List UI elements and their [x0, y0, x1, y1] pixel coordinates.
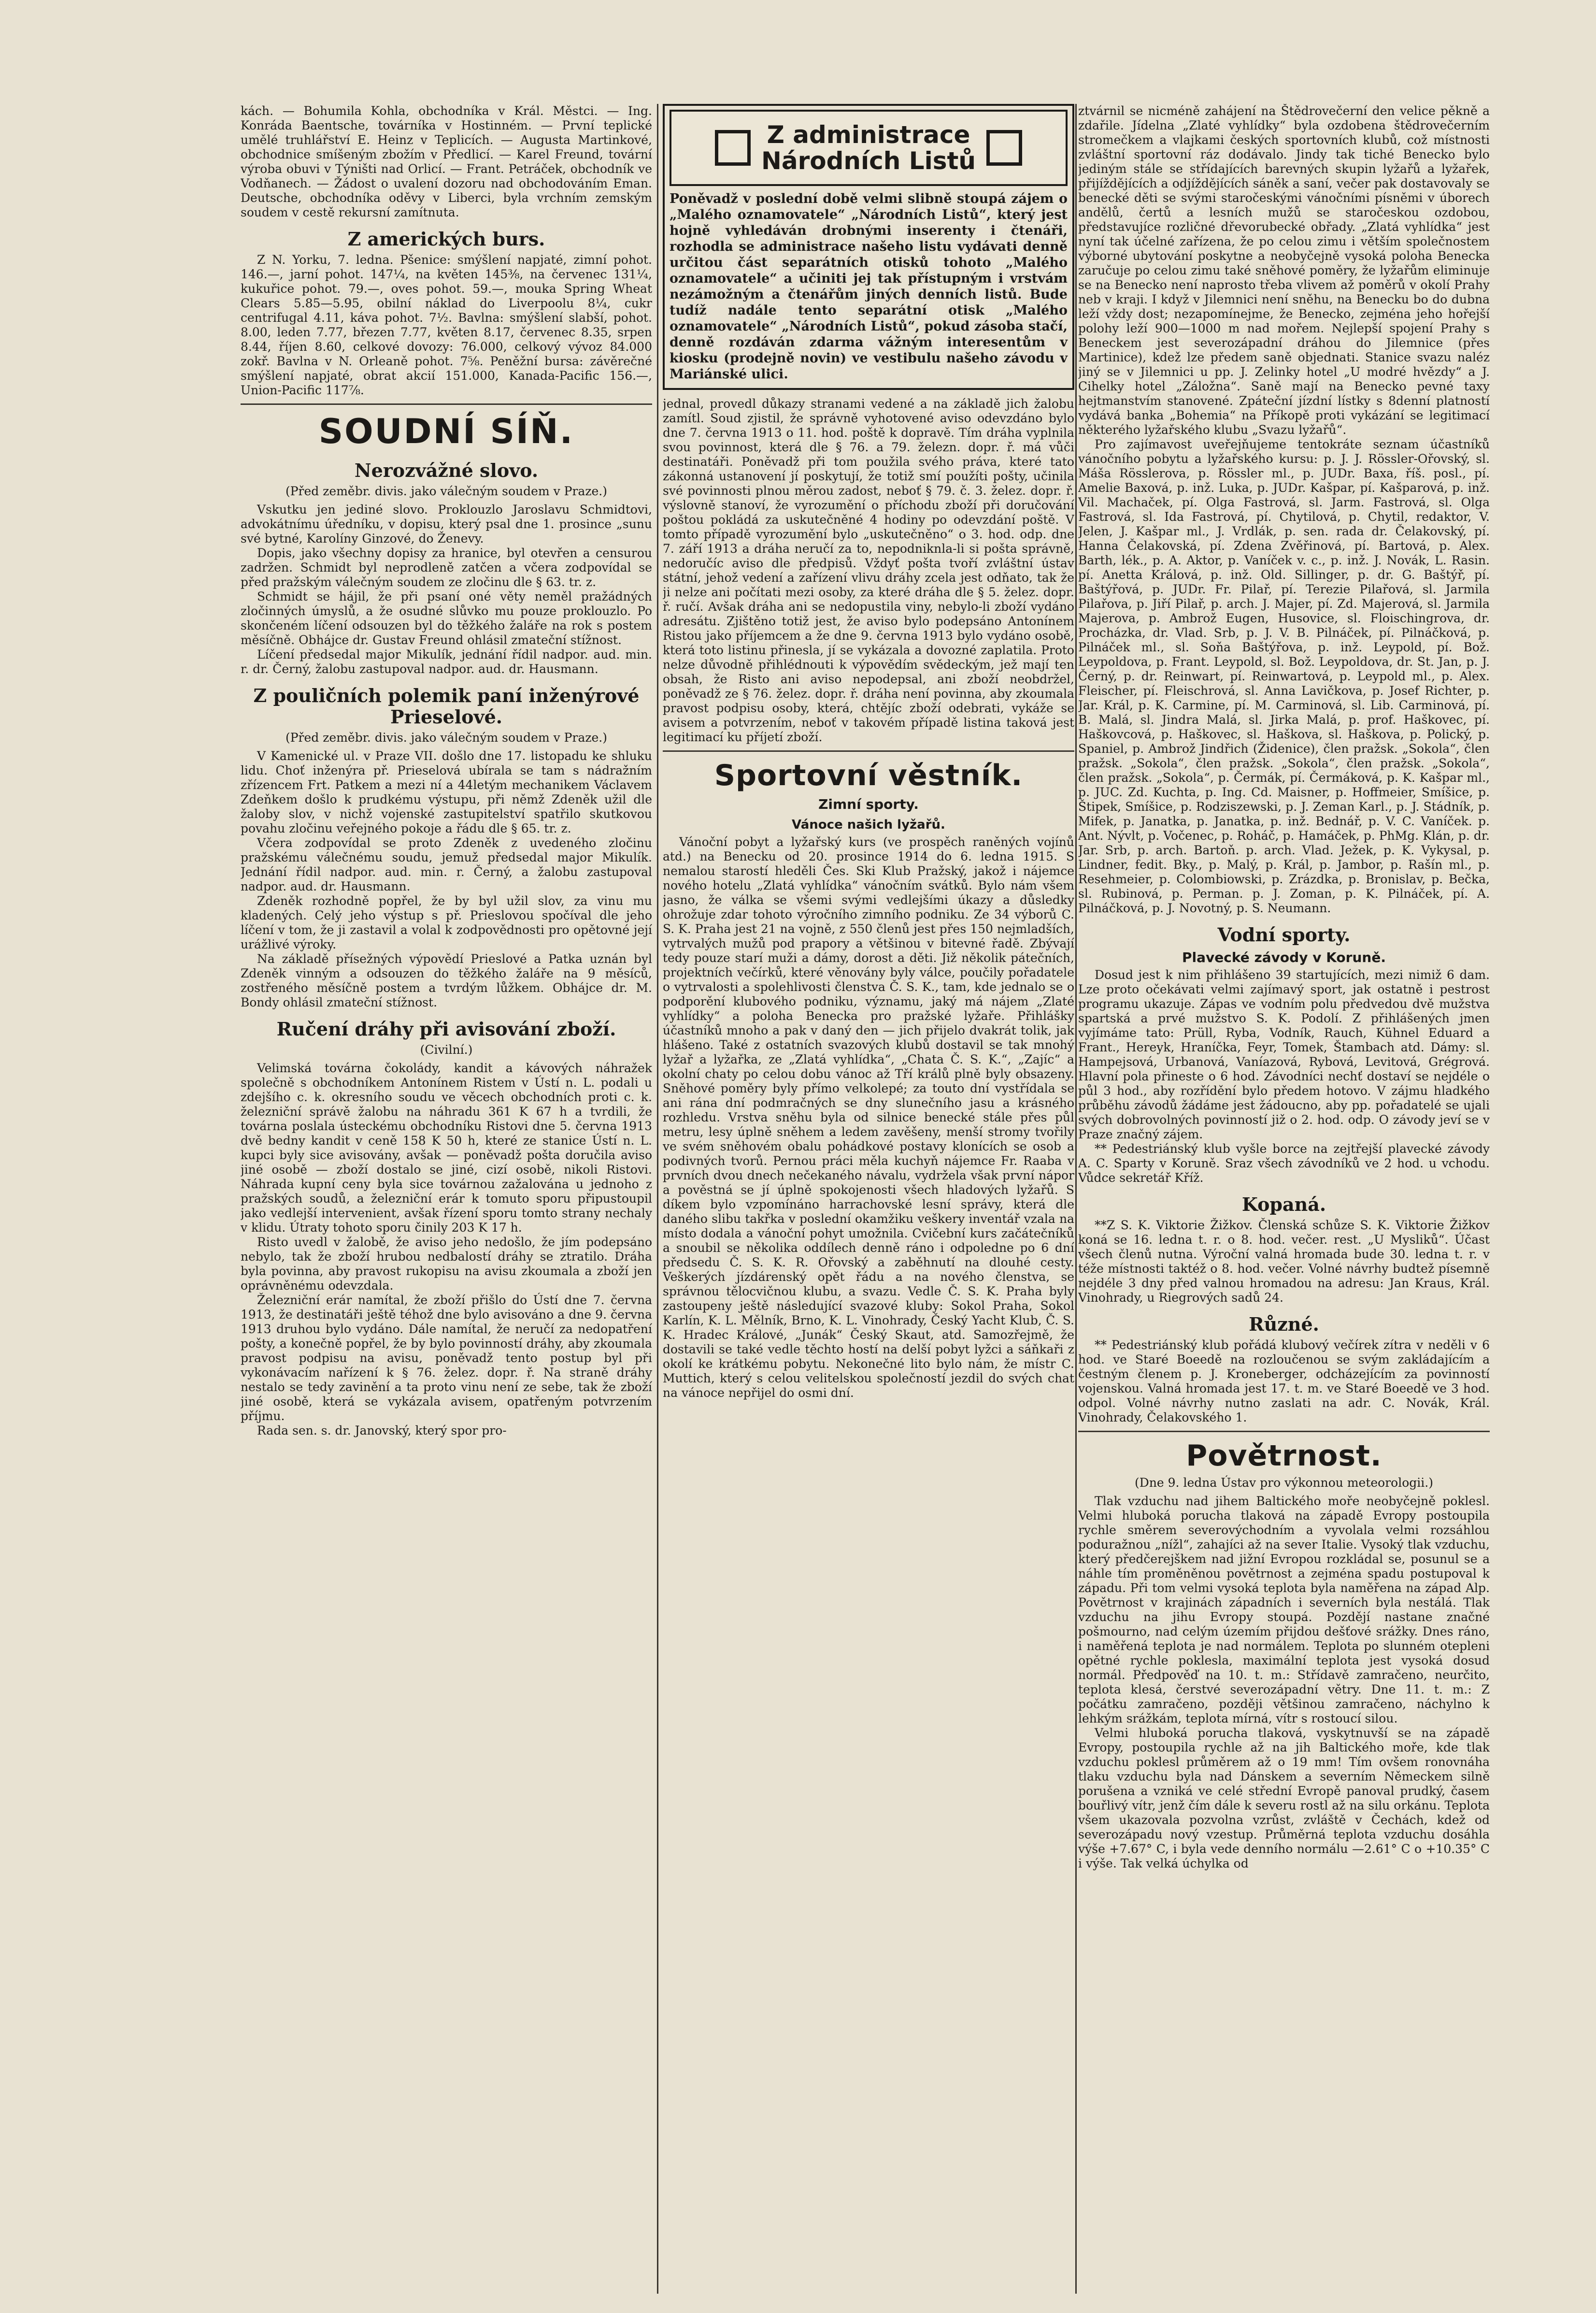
- article-paragraph: V Kamenické ul. v Praze VII. došlo dne 17. listopadu ke shluku lidu. Choť inženýra př. Prieselová ubírala se tam s nádražním zřízencem Frt. Patkem a mezi ní a 44letým mechanikem Václavem Zdeňkem došlo k prudkému výstupu, při němž Zdeněk užil dle žaloby slov, v nichž vojenské zastupitelství spatřilo skutkovou povahu zločinu veřejného pokoje a řádu dle § 65. tr. z.: [241, 749, 652, 835]
- administration-title-line: Z administrace: [767, 121, 970, 149]
- article-heading: Plavecké závody v Koruně.: [1182, 949, 1386, 965]
- article-paragraph: Na základě přísežných výpovědí Prieslové a Patka uznán byl Zdeněk vinným a odsouzen do těžkého žaláře na 9 měsíců, zostřeného měsíčně postem a tvrdým lůžkem. Obhájce dr. M. Bondy ohlásil zmateční stížnost.: [241, 952, 652, 1009]
- article-paragraph: Rada sen. s. dr. Janovský, který spor pro-: [257, 1423, 507, 1437]
- article-paragraph: Risto uvedl v žalobě, že aviso jeho nedošlo, že jím podepsáno nebylo, tak že zboží hrubou nedbalostí dráhy se ztratilo. Dráha byla povinna, aby pravost rukopisu na avisu zkoumala a zboží jen oprávněnému odevzdala.: [241, 1235, 652, 1293]
- sport-section-heading: Sportovní věstník.: [714, 759, 1023, 792]
- article-source: (Před zeměbr. divis. jako válečným soudem v Praze.): [285, 484, 608, 498]
- article-paragraph: Velmi hluboká porucha tlaková, vyskytnuvší se na západě Evropy, postoupila rychle až na jih Baltického moře, kde tlak vzduchu poklesl průměrem až o 19 mm! Tím ovšem ronovnáha tlaku vzduchu byla nad Dánskem a severním Německem silně porušena a vzniká ve celé střední Evropě panoval prudký, časem bouřlivý vítr, jenž čím dále k severu rostl až na silu orkánu. Teplota všem ukazovala pozvolna vzrůst, zvláště v Čechách, kdež od severozápadu nový vzestup. Průměrná teplota vzduchu dosáhla výše +7.67° C, i byla vede denního normálu —2.61° C o +10.35° C i výše. Tak velká úchylka od: [1078, 1726, 1490, 1870]
- administration-header: [670, 110, 1068, 186]
- column-left: [241, 104, 652, 2294]
- article-paragraph: ** Pedestriánský klub pořádá klubový večírek zítra v neděli v 6 hod. ve Staré Boeedě na rozloučenou se svým zakládajícím a čestným členem p. J. Kroneberger, odcházejícím za povinností vojenskou. Valná hromada jest 17. t. m. ve Staré Boeedě ve 3 hod. odpol. Volné návrhy nutno zaslati na adr. C. Novák, Král. Vinohrady, Čelakovského 1.: [1078, 1338, 1490, 1424]
- article-source: (Civilní.): [420, 1043, 473, 1057]
- article-source: (Před zeměbr. divis. jako válečným soudem v Praze.): [285, 731, 608, 745]
- article-paragraph: Vskutku jen jediné slovo. Proklouzlo Jaroslavu Schmidtovi, advokátnímu úředníku, v dopisu, který psal dne 1. prosince „sunu své bytné, Karolíny Ginzové, do Ženevy.: [241, 503, 652, 546]
- article-heading: Nerozvážné slovo.: [354, 460, 539, 481]
- article-paragraph: ** Pedestriánský klub vyšle borce na zejtřejší plavecké závody A. C. Sparty v Koruně. Sraz všech závodníků ve 2 hod. u vchodu. Vůdce sekretář Kříž.: [1078, 1142, 1490, 1185]
- section-divider: [241, 403, 652, 405]
- american-bourse-heading: Z amerických burs.: [347, 228, 545, 250]
- article-paragraph: Schmidt se hájil, že při psaní oné věty neměl pražádných zločinných úmyslů, a že osudné slůvko mu pouze proklouzlo. Po skončeném líčení odsouzen byl do těžkého žaláře na rok s postem měsíčně. Obhájce dr. Gustav Freund ohlásil zmateční stížnost.: [241, 589, 652, 647]
- article-paragraph: ztvárnil se nicméně zahájení na Štědrovečerní den velice pěkně a zdařile. Jídelna „Zlaté vyhlídky“ byla ozdobena štědrovečerním stromečkem a vlajkami českých sportovních klubů, což místnosti zvláštní sportovní ráz dodávalo. Jindy tak tiché Benecko bylo jediným stále se střídajících barevných skupin lyžařů a lyžařek, přijíždějících a odjíždějících sáněk a saní, večer pak dostavovaly se benecké děti se svými staročeskými vánočními písněmi v úborech andělů, čertů a lesních mužů se staročeskou ozdobou, představujíce rozličné dřevorubecké obřady. „Zlatá vyhlídka“ jest nyní tak účelné zařízena, že po celou zimu i větším společnostem výborné ubytování poskytne a neobyčejně vysoká poloha Benecka zaručuje po celou zimu také sněhové poměry, že lyžařům eliminuje se na Benecko není naprosto třeba vlivem až poměrů v okolí Prahy neb v kraji. I když v Jilemnici není sněhu, na Benecku bo do dubna leží vždy dost; nezapomínejme, že Benecko, zejména jeho hořejší polohy leží 900—1000 m nad mořem. Nejlepší spojení Prahy s Beneckem jest severozápadní dráhou do Jilemnice (přes Martinice), kdež lze předem saně objednati. Stanice svazu naléz jiný se v Jilemnici u pp. J. Zelinky hotel „U modré hvězdy“ a J. Cihelky hotel „Záložna“. Saně mají na Benecko pevné taxy hejtmanstvím stanovené. Zpáteční jízdní lístky s 8denní platností vydává banka „Bohemia“ na Příkopě proti vykázání se legitimací některého lyžařského klubu „Svazu lyžařů“.: [1078, 104, 1490, 437]
- participants-list: Pro zajímavost uveřejňujeme tentokráte seznam účastníků vánočního pobytu a lyžařského kursu: p. J. J. Rössler-Ořovský, sl. Máša Rösslerova, p. Rössler ml., p. JUDr. Baxa, říš. posl., pí. Amelie Baxová, p. inž. Luka, p. JUDr. Kašpar, pí. Kašparová, p. inž. Vil. Machaček, pí. Olga Fastrová, sl. Jarm. Fastrová, sl. Olga Fastrová, sl. Ida Fastrová, pí. Chytilová, p. Chytil, redaktor, V. Jelen, J. Kašpar ml., J. Vrdlák, p. sen. rada dr. Čelakovský, pí. Hanna Čelakovská, pí. Zdena Zvěřinová, pí. Bartová, p. Alex. Barth, lék., p. A. Aktor, p. Vaníček v. c., p. inž. J. Novák, L. Rasin. pí. Anetta Králová, p. inž. Old. Sillinger, p. dr. G. Baštýř, pí. Baštýřová, p. JUDr. Fr. Pilař, pí. Terezie Pilařová, sl. Jarmila Pilařova, p. Jiří Pilař, p. arch. J. Majer, pí. Zd. Majerová, sl. Jarmila Majerova, p. Ambrož Eugen, Husovice, sl. Floischingrova, dr. Procházka, dr. Vlad. Srb, p. J. V. B. Pilnáček, pí. Pilnáčková, p. Pilnáček ml., sl. Soňa Baštýřova, p. inž. Leypold, pí. Bož. Leypoldova, p. Frant. Leypold, sl. Bož. Leypoldova, dr. St. Jan, p. J. Černý, p. dr. Reinwart, pí. Reinwartová, p. Leypold ml., p. Alex. Fleischer, pí. Fleischrová, sl. Anna Lavičkova, p. Josef Richter, p. Jar. Král, p. K. Carmine, pí. M. Carminová, sl. Lib. Carminová, pí. B. Malá, sl. Jindra Malá, sl. Jirka Malá, p. prof. Haškovec, pí. Haškovcová, p. Haškovec, sl. Haškova, sl. Haškova, p. Polický, p. Spaniel, p. Ambrož Jindřich (Židenice), člen pražsk. „Sokola“, člen pražsk. „Sokola“, člen pražsk. „Sokola“, člen pražsk. „Sokola“, člen pražsk. „Sokola“, p. Čermák, pí. Čermáková, p. K. Kašpar ml., p. JUC. Zd. Kuchta, p. Ing. Cd. Maisner, p. Hoffmeier, Smíšice, p. Štipek, Smíšice, p. Rodziszewski, p. J. Zeman Karl., p. J. Stádník, p. Mifek, p. Janatka, p. Janatka, p. inž. Bednář, p. V. C. Vaníček. p. Ant. Nývlt, p. Vočenec, p. Roháč, p. Hamáček, p. PhMg. Klán, p. dr. Jar. Srb, p. arch. Bartoň. p. arch. Vlad. Ježek, p. K. Vykysal, p. Lindner, fedit. Bky., p. Malý, p. Král, p. Jambor, p. Rašín ml., p. Resehmeier, p. Colombiowski, p. Zrázdka, p. Bronislav, p. Bečka, sl. Rubinová, p. Perman. p. J. Zoman, p. K. Pilnáček, pí. A. Pilnáčková, p. J. Novotný, p. S. Neumann.: [1078, 437, 1490, 915]
- article-paragraph: Tlak vzduchu nad jihem Baltického moře neobyčejně poklesl. Velmi hluboká porucha tlaková na západě Evropy postoupila rychle směrem severovýchodním a vyvolala velmi rozsáhlou poduražnou „nížl“, zahajíci až na sever Italie. Vysoký tlak vzduchu, který předčerejškem nad jižní Evropou rozkládal se, posunul se a náhle tím proměněnou povětrnost a zejména spadu postupoval k západu. Při tom velmi vysoká teplota byla naměřena na západ Alp. Povětrnost v krajinách západních i severních byla nestálá. Tlak vzduchu na jihu Evropy stoupá. Pozdějí nastane značné pošmourno, nad celým územím přijdou dešťové srážky. Dnes ráno, i naměřená teplota je nad normálem. Teplota po slunném otepleni opětné rychle poklesla, maximální teplota jest vysoká dosud normál. Předpověď na 10. t. m.: Střídavě zamračeno, neurčito, teplota klesá, čerstvé severozápadní větry. Dne 11. t. m.: Z počátku zamračeno, později většinou zamračeno, náchylno k lehkým srážkám, teplota mírná, vítr s rostoucí silou.: [1078, 1494, 1490, 1725]
- article-source: (Dne 9. ledna Ústav pro výkonnou meteorologii.): [1135, 1476, 1433, 1490]
- decorative-square-icon: [986, 130, 1022, 166]
- american-bourse-text: Z N. Yorku, 7. ledna. Pšenice: smýšlení napjaté, zimní pohot. 146.—, jarní pohot. 147¼, na květen 145⅜, na červenec 131¼, kukuřice pohot. 79.—, oves pohot. 59.—, mouka Spring Wheat Clears 5.85—5.95, obilní náklad do Liverpoolu 8¼, cukr centrifugal 4.11, káva pohot. 7½. Bavlna: smýšlení slabší, pohot. 8.00, leden 7.77, březen 7.77, květen 8.17, červenec 8.35, srpen 8.44, říjen 8.60, celkové dovozy: 76.000, celkový vývoz 84.000 zokř. Bavlna v N. Orleaně pohot. 7⅝. Peněžní bursa: závěrečné smýšlení napjaté, obrat akcií 151.000, Kanada-Pacific 156.—, Union-Pacific 117⅞.: [241, 253, 652, 397]
- article-paragraph: Včera zodpovídal se proto Zdeněk z uvedeného zločinu pražskému válečnému soudu, jemuž předsedal major Mikulík. Jednání řídil nadpor. aud. min. r. Černý, a žalobu zastupoval nadpor. aud. dr. Hausmann.: [241, 836, 652, 893]
- article-paragraph: Dopis, jako všechny dopisy za hranice, byl otevřen a censurou zadržen. Schmidt byl neprodleně zatčen a včera zodpovídal se před pražským válečným soudem ze zločinu dle § 63. tr. z.: [241, 546, 652, 589]
- article-paragraph: Dosud jest k nim přihlášeno 39 startujících, mezi nimiž 6 dam. Lze proto očekávati velmi zajímavý sport, jak ostatně i pestrost programu ukazuje. Zápas ve vodním polu předvedou dvě mužstva spartská a prvé mužstvo S. K. Podolí. Z přihlášených jmen vyjímáme tato: Prüll, Ryba, Vodník, Rauch, Kühnel Eduard a Frant., Hereyk, Hraníčka, Feyr, Tomek, Štambach atd. Dámy: sl. Hampejsová, Urbanová, Vaníazová, Rybová, Levitová, Grégrová. Hlavní pola přineste o 6 hod. Závodníci nechť dostaví se nejdéle o půl 3 hod., aby rozřídění bylo předem hotovo. V zájmu hladkého průběhu závodů žádáme jest žádoucno, aby pp. pořadatelé se ujali svých dobrovolných povinností již o 2. hod. odp. O závody jeví se v Praze značný zájem.: [1078, 968, 1490, 1141]
- article-heading: Z pouličních polemik paní inženýrové Prieselové.: [253, 685, 640, 728]
- article-paragraph: Líčení předsedal major Mikulík, jednání řídil nadpor. aud. min. r. dr. Černý, žalobu zastupoval nadpor. aud. dr. Hausmann.: [241, 647, 652, 676]
- decorative-square-icon: [715, 130, 751, 166]
- column-divider: [1075, 104, 1077, 2294]
- article-paragraph: Železniční erár namítal, že zboží přišlo do Ústí dne 7. června 1913, že destinatáři ještě téhož dne bylo avisováno a dne 9. června 1913 druhou bylo vydáno. Dále namítal, že neručí za nedopatření pošty, a konečně popřel, že by bylo povinností dráhy, aby zkoumala pravost podpisu na avisu, poněvadž tento postup byl při vykonávacím nařízení k § 76. želez. dopr. ř. Na straně dráhy nestalo se tedy zavinění a ta proto vinu není ze sebe, tak že zboží jiné osobě, která se vykázala avisem, opatřeným potvrzením příjmu.: [241, 1293, 652, 1423]
- section-divider: [663, 750, 1074, 752]
- article-paragraph: **Z S. K. Viktorie Žižkov. Členská schůze S. K. Viktorie Žižkov koná se 16. ledna t. r. o 8. hod. večer. rest. „U Mysliků“. Účast všech členů nutna. Výroční valná hromada bude 30. ledna t. r. v téže místnosti taktéž o 8. hod. večer. Volné návrhy budtež písemně nejdéle 3 dny před valnou hromadou na adresu: Jan Kraus, Král. Vinohrady, u Riegrových sadů 24.: [1078, 1218, 1490, 1305]
- article-paragraph: Zdeněk rozhodně popřel, že by byl užil slov, za vinu mu kladených. Celý jeho výstup s př. Prieslovou spočíval dle jeho líčení v tom, že ji zastavil a volal k zodpovědnosti pro opětovné její urážlivé výroky.: [241, 894, 652, 951]
- subsection-heading: Různé.: [1249, 1313, 1319, 1335]
- section-divider: [1078, 1431, 1490, 1432]
- article-heading: Vánoce našich lyžařů.: [792, 818, 945, 832]
- court-section-heading: SOUDNÍ SÍŇ.: [318, 412, 574, 451]
- subsection-heading: Zimní sporty.: [818, 796, 919, 812]
- subsection-heading: Kopaná.: [1241, 1193, 1326, 1215]
- court-list-text: kách. — Bohumila Kohla, obchodníka v Král. Městci. — Ing. Konráda Baentsche, továrníka v Hostinném. — První teplické umělé truhlářství E. Heinz v Teplicích. — Augusta Martinkové, obchodnice smíšeným zbožím v Předlicí. — Karel Freund, tovární výroba obuvi v Týništi nad Orlicí. — Frant. Petráček, obchodník ve Vodňanech. — Žádost o uvalení dozoru nad obchodováním Eman. Deutsche, obchodníka oděvy v Liberci, byla vrchním zemským soudem v cestě rekursní zamítnuta.: [241, 104, 652, 219]
- article-paragraph: Vánoční pobyt a lyžařský kurs (ve prospěch raněných vojínů atd.) na Benecku od 20. prosince 1914 do 6. ledna 1915. S nemalou starostí hleděli Čes. Ski Klub Pražský, jakož i nájemce nového hotelu „Zlatá vyhlídka“ vánočním svátků. Bylo nám všem jasno, že válka se všemi svými vedlejšími úkazy a důsledky ohrožuje zdar tohoto výročního zimního podniku. Ze 34 výborů C. S. K. Praha jest 21 na vojně, z 550 členů jest přes 150 nejmladších, vytrvalých mužů pod prapory a většinou v bitevné řadě. Zbývají tedy pouze starí muži a dámy, dorost a děti. Již několik pátečních, projektních večírků, které věnovány byly válce, poučily pořadatele o vytrvalosti a spolehlivosti členstva Č. S. K., tam, kde jednalo se o podporění klubového podniku, významu, jaký má nájem „Zlaté vyhlídky“ a poloha Benecka pro pražské lyžaře. Přihlášky účastníků mnoho a pak v daný den — jich přijelo dvakrát tolik, jak hlášeno. Také z ostatních svazových klubů dostavil se tak mnohý lyžař a lyžařka, ze „Zlatá vyhlídka“, „Chata Č. S. K.“, „Zajíc“ a okolní chaty po celou dobu vánoc až Tří králů plně byly obsazeny. Sněhové poměry byly přímo velkolepé; za touto dní vystřídala se ani rána dní podmračných se dny slunečního jasu a krásného rozhledu. Vrstva sněhu byla od silnice benecké stále přes půl metru, lesy úplně sněhem a ledem zavěšeny, menší stromy tvořily ve svém sněhovém obalu pohádkové postavy klonících se osob a podivných tvorů. Pernou práci měla kuchyň nájemce Fr. Raaba v prvních dvou dnech nečekaného návalu, vydržela však první nápor a pověstná se jí úplně spokojenosti všech hladových lyžařů. S díkem bylo vzpomínáno harrachovské lesní správy, která dle daného slibu takřka v poslední okamžiku veškery inventář vzala na místo dodala a vánoční pohyt umožnila. Cvičební kurs začátečníků a snoubil se několika oddílech denně ráno i odpoledne po 6 dní předsedu Č. S. K. R. Ořovský a zaběhnutí na dlouhé cesty. Veškerých jízdárenský opět řádu a na nového členstva, se správnou tělocvičnou klubu, a svazu. Vedle Č. S. K. Praha byly zastoupeny ještě následující svazové kluby: Sokol Praha, Sokol Karlín, K. L. Mělník, Brno, K. L. Vinohrady, Český Yacht Klub, Č. S. K. Hradec Králové, „Junák“ Český Skaut, atd. Samozřejmě, že dostavili se také vedle těchto hostí na delší pobyt lyžci a sáňkaři z okolí ke krátkému pobytu. Nekonečné lito bylo nám, že místr C. Muttich, který s celou velitelskou společností jezdil do svých chat na vánoce nepřijel do osmi dní.: [663, 835, 1074, 1400]
- subsection-heading: Vodní sporty.: [1217, 924, 1351, 946]
- column-middle: [663, 104, 1074, 2294]
- article-paragraph: Velimská továrna čokolády, kandit a kávových náhražek společně s obchodníkem Antonínem Ristem v Ústí n. L. podali u zdejšího c. k. okresního soudu ve věcech obchodních proti c. k. železniční správě žalobu na náhradu 361 K 67 h a tvrdili, že továrna poslala ústeckému obchodníku Ristovi dne 5. června 1913 dvě bedny kandit v ceně 158 K 50 h, které ze stanice Ústí n. L. kupci byly sice avisovány, avšak — poněvadž pošta doručila aviso jiné osobě — zboží dostalo se jiné, cizí osobě, nikoli Ristovi. Náhrada kupní ceny byla sice továrnou zažalována u jednoho z pražských soudů, a železniční erár k tomuto sporu připustoupil jako vedlejší intervenient, avšak řízení sporu tomto strany nechaly v klidu. Útraty tohoto sporu činily 203 K 17 h.: [241, 1061, 652, 1235]
- administration-text: Poněvadž v poslední době velmi slibně stoupá zájem o „Malého oznamovatele“ „Národních Listů“, který jest hojně vyhledáván drobnými inserenty i čtenáři, rozhodla se administrace našeho listu vydávati denně určitou část separátních otisků tohoto „Malého oznamovatele“ a učiniti jej tak přístupným i vrstvám nezámožným a čtenářům jiných denních listů. Bude tudíž nadále tento separátní otisk „Malého oznamovatele“ „Národních Listů“, pokud zásoba stačí, denně rozdáván zdarma vážným interesentům v kiosku (prodejně novin) ve vestibulu našeho závodu v Mariánské ulici.: [670, 191, 1068, 382]
- column-right: [1078, 104, 1490, 2294]
- administration-title-line: Národních Listů: [761, 147, 976, 175]
- article-heading: Ručení dráhy při avisování zboží.: [276, 1018, 616, 1040]
- column-divider: [657, 104, 658, 2294]
- weather-section-heading: Povětrnost.: [1186, 1439, 1382, 1473]
- administration-title: [761, 122, 976, 174]
- administration-notice: [663, 104, 1074, 390]
- article-paragraph: jednal, provedl důkazy stranami vedené a na základě jich žalobu zamítl. Soud zjistil, že správně vyhotovené aviso odevzdáno bylo dne 7. června 1913 o 11. hod. poště k dopravě. Tím dráha vyplnila svou povinnost, která dle § 76. a 79. železn. dopr. ř. má vůči destinatáři. Poněvadž při tom použila svého práva, které tato zákonná ustanovení jí poskytují, že totiž smí použíti pošty, učinila své povinnosti plnou měrou zadost, neboť § 79. č. 3. želez. dopr. ř. výslovně stanoví, že vyrozumění o příchodu zboží při doručování poštou pokládá za uskutečněné 4 hodiny po odevzdání poště. V tomto případě vyrozumění bylo „uskutečněno“ o 3. hod. odp. dne 7. září 1913 a dráha neručí za to, nepodniknla-li si pošta správně, nedoručíc aviso dle předpisů. Vždyť pošta tvoří zvláštní ústav státní, jehož vedení a zařízení vlivu dráhy zcela jest odňato, tak že ji nelze ani počítati mezi osoby, za které dráha dle § 5. želez. dopr. ř. ručí. Avšak dráha ani se nedopustila viny, nebylo-li zboží vydáno adresátu. Zjištěno totiž jest, že aviso bylo podepsáno Antonínem Ristou jako příjemcem a že dne 9. června 1913 bylo vydáno osobě, která toto listinu přinesla, jí se vykázala a dovozné zaplatila. Proto nelze důvodně přihlédnouti k výpovědím svědeckým, jež mají ten obsah, že Risto ani aviso nepodepsal, ani zboží neobdržel, poněvadž ze § 76. želez. dopr. ř. dráha není povinna, aby zkoumala pravost podpisu osoby, která, chtějíc zboží odebrati, vykáže se avisem a potvrzením, neboť v takovém případě listina taková jest legitimací ku příjetí zboží.: [663, 397, 1074, 744]
